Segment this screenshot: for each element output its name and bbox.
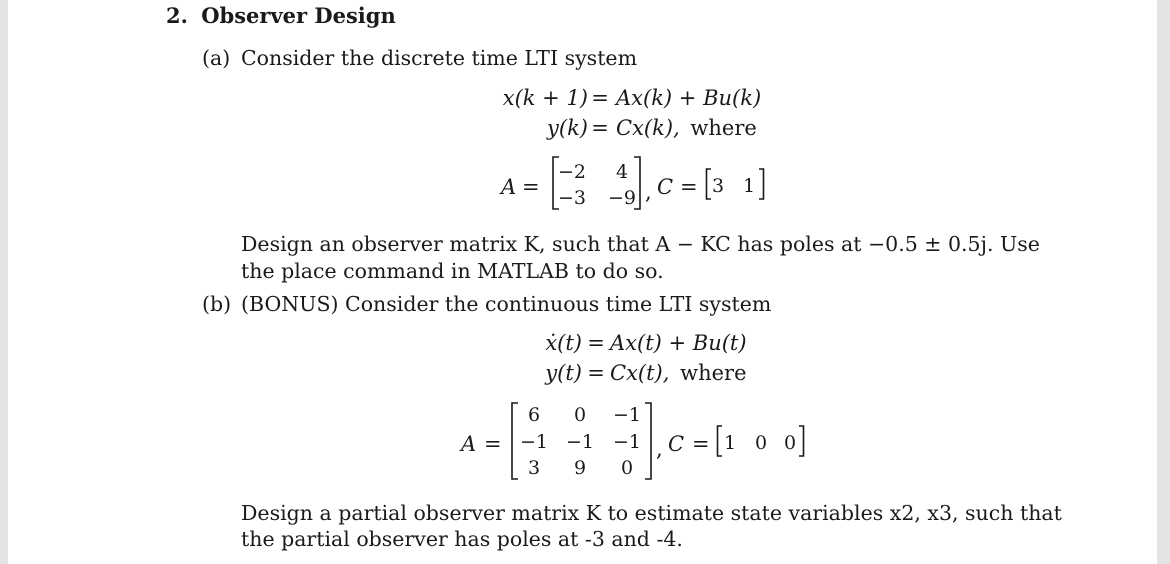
part-a-matrix-A-cell: −3 [557, 187, 587, 209]
part-b-matrix-A-cell: 0 [620, 457, 634, 479]
part-a-matrix-A-name: A [501, 175, 517, 199]
part-b-intro: (BONUS) Consider the continuous time LTI system [241, 292, 772, 316]
part-b-matrix-C-cell: 0 [754, 432, 768, 454]
part-a-intro: Consider the discrete time LTI system [241, 46, 638, 70]
part-a-matrix-A-cell: −2 [557, 161, 587, 183]
part-b-matrix-A-name: A [461, 432, 477, 456]
part-a-eq2-rel: = [591, 116, 609, 140]
part-a-matrix-C-name: C [657, 175, 674, 199]
part-a-matrix-C-cell: 3 [711, 175, 725, 197]
part-b-matrix-A-equals: = [484, 432, 502, 456]
section-number: 2. [166, 3, 188, 28]
part-b-eq2-rhs-line [610, 363, 747, 384]
part-b-matrix-C-right-bracket [797, 425, 805, 457]
part-b-eq1-rhs: Ax(t) + Bu(t) [610, 331, 747, 355]
part-b-matrix-C-name: C [668, 432, 685, 456]
part-b-matrix-A-cell: 3 [527, 457, 541, 479]
part-b-eq1-rel: = [587, 331, 605, 355]
section-title: Observer Design [201, 3, 396, 28]
part-b-matrix-C-cell: 0 [783, 432, 797, 454]
part-a-matrix-C-equals: = [680, 175, 698, 199]
section-heading [166, 5, 396, 26]
part-b-matrix-A-cell: −1 [612, 431, 642, 453]
part-b-matrix-C-equals: = [692, 432, 710, 456]
part-b-eq2-where: where [680, 361, 747, 385]
part-b-matrix-A-cell: −1 [565, 431, 595, 453]
part-a-eq2-lhs: y(k) [547, 116, 588, 140]
part-b-eq2-rhs: Cx(t), [610, 361, 670, 385]
part-b-matrix-A-cell: 9 [573, 457, 587, 479]
part-b-matrix-A-right-bracket [643, 402, 653, 480]
part-a-eq1-rhs: Ax(k) + Bu(k) [616, 86, 762, 110]
part-a-eq1-rel: = [591, 86, 609, 110]
part-a-label: (a) [202, 46, 231, 70]
part-b-matrix-comma: , [656, 437, 663, 461]
part-a-matrix-A-right-bracket [632, 156, 642, 210]
part-b-matrix-B-left-bracket [510, 402, 520, 480]
part-a-eq1-lhs: x(k + 1) [502, 86, 588, 110]
part-a-matrix-A-equals: = [522, 175, 540, 199]
part-b-matrix-C-left-bracket [716, 425, 724, 457]
part-a-matrix-C-right-bracket [757, 168, 765, 200]
part-a-matrix-comma: , [645, 180, 652, 204]
part-b-matrix-A-cell: 6 [527, 404, 541, 426]
part-b-matrix-A-cell: 0 [573, 404, 587, 426]
page-margin-left [0, 0, 8, 564]
part-a-eq2-where: where [690, 116, 757, 140]
part-b-matrix-A-cell: −1 [612, 404, 642, 426]
part-a-matrix-C-cell: 1 [742, 175, 756, 197]
part-b-eq1-lhs: ẋ(t) [545, 331, 582, 355]
part-a-matrix-A-cell: 4 [615, 161, 629, 183]
part-a-eq2-rhs-line [616, 118, 757, 139]
part-b-matrix-C-cell: 1 [723, 432, 737, 454]
part-b-eq2-lhs: y(t) [545, 361, 582, 385]
part-a-matrix-A-cell: −9 [607, 187, 637, 209]
part-b-task-line2: the partial observer has poles at -3 and -4. [241, 527, 683, 551]
part-a-task-line1: Design an observer matrix K, such that A − KC has poles at −0.5 ± 0.5j. Use [241, 232, 1040, 256]
part-b-label: (b) [202, 292, 232, 316]
part-a-task-line2: the place command in MATLAB to do so. [241, 259, 664, 283]
part-b-task-line1: Design a partial observer matrix K to estimate state variables x2, x3, such that [241, 501, 1062, 525]
part-b-matrix-A-cell: −1 [519, 431, 549, 453]
part-a-eq2-rhs: Cx(k), [616, 116, 680, 140]
page-margin-right [1157, 0, 1170, 564]
part-b-eq2-rel: = [587, 361, 605, 385]
